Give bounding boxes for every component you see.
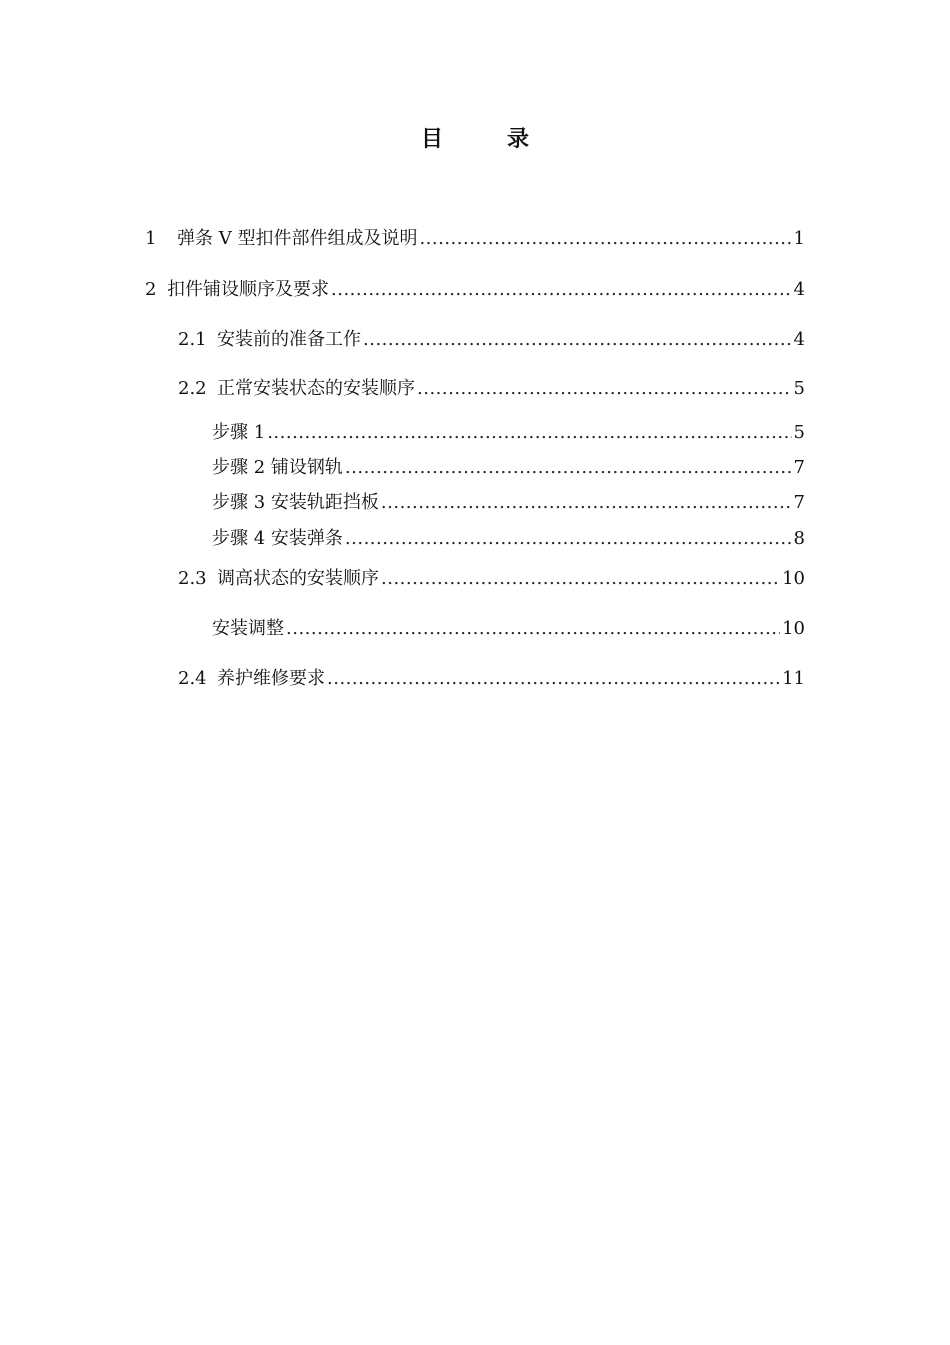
toc-entry-number: 2.3 — [178, 568, 207, 589]
toc-entry-2[interactable] — [145, 278, 805, 302]
toc-entry-2-1[interactable] — [178, 328, 805, 352]
toc-entry-step-4[interactable] — [212, 527, 805, 551]
page-title — [0, 122, 950, 158]
toc-page-number: 5 — [793, 422, 805, 443]
toc-entry-title: 养护维修要求 — [217, 668, 325, 689]
toc-dot-leader — [381, 567, 780, 591]
toc-entry-step-3[interactable] — [212, 491, 805, 515]
toc-page-number: 10 — [782, 568, 805, 589]
toc-entry-number: 2.1 — [178, 329, 207, 350]
toc-entry-title: 步骤 4 安装弹条 — [212, 528, 343, 549]
toc-dot-leader — [345, 527, 792, 551]
toc-entry-title: 弹条 V 型扣件部件组成及说明 — [177, 228, 418, 249]
toc-page-number: 7 — [793, 457, 805, 478]
toc-entry-number: 2.2 — [178, 378, 207, 399]
toc-page-number: 4 — [793, 279, 805, 300]
toc-entry-step-1[interactable] — [212, 421, 805, 445]
toc-entry-adjust[interactable] — [212, 617, 805, 641]
toc-dot-leader — [327, 667, 780, 691]
toc-entry-title: 安装前的准备工作 — [217, 329, 361, 350]
toc-page-number: 4 — [793, 329, 805, 350]
toc-entry-2-3[interactable] — [178, 567, 805, 591]
title-char-2: 录 — [507, 127, 530, 152]
toc-entry-title: 安装调整 — [212, 618, 284, 639]
toc-dot-leader — [331, 278, 792, 302]
toc-entry-title: 正常安装状态的安装顺序 — [217, 378, 415, 399]
toc-page-number: 11 — [782, 668, 805, 689]
toc-page-number: 5 — [793, 378, 805, 399]
toc-entry-title: 调高状态的安装顺序 — [217, 568, 379, 589]
toc-entry-number: 2.4 — [178, 668, 207, 689]
toc-entry-2-2[interactable] — [178, 377, 805, 401]
toc-dot-leader — [363, 328, 792, 352]
toc-entry-step-2[interactable] — [212, 456, 805, 480]
toc-entry-number: 1 — [145, 228, 157, 249]
toc-dot-leader — [267, 421, 791, 445]
toc-page-number: 10 — [782, 618, 805, 639]
toc-dot-leader — [417, 377, 792, 401]
toc-entry-1[interactable] — [145, 227, 805, 251]
toc-page-number: 1 — [793, 228, 805, 249]
toc-dot-leader — [345, 456, 792, 480]
toc-entry-number: 2 — [145, 279, 157, 300]
toc-entry-title: 步骤 3 安装轨距挡板 — [212, 492, 379, 513]
toc-entry-title: 扣件铺设顺序及要求 — [167, 279, 329, 300]
toc-page-number: 7 — [793, 492, 805, 513]
toc-dot-leader — [381, 491, 792, 515]
title-char-1: 目 — [420, 127, 443, 152]
toc-entry-2-4[interactable] — [178, 667, 805, 691]
toc-entry-title: 步骤 2 铺设钢轨 — [212, 457, 343, 478]
toc-dot-leader — [286, 617, 780, 641]
toc-entry-title: 步骤 1 — [212, 422, 266, 443]
toc-page-number: 8 — [793, 528, 805, 549]
toc-dot-leader — [419, 227, 791, 251]
